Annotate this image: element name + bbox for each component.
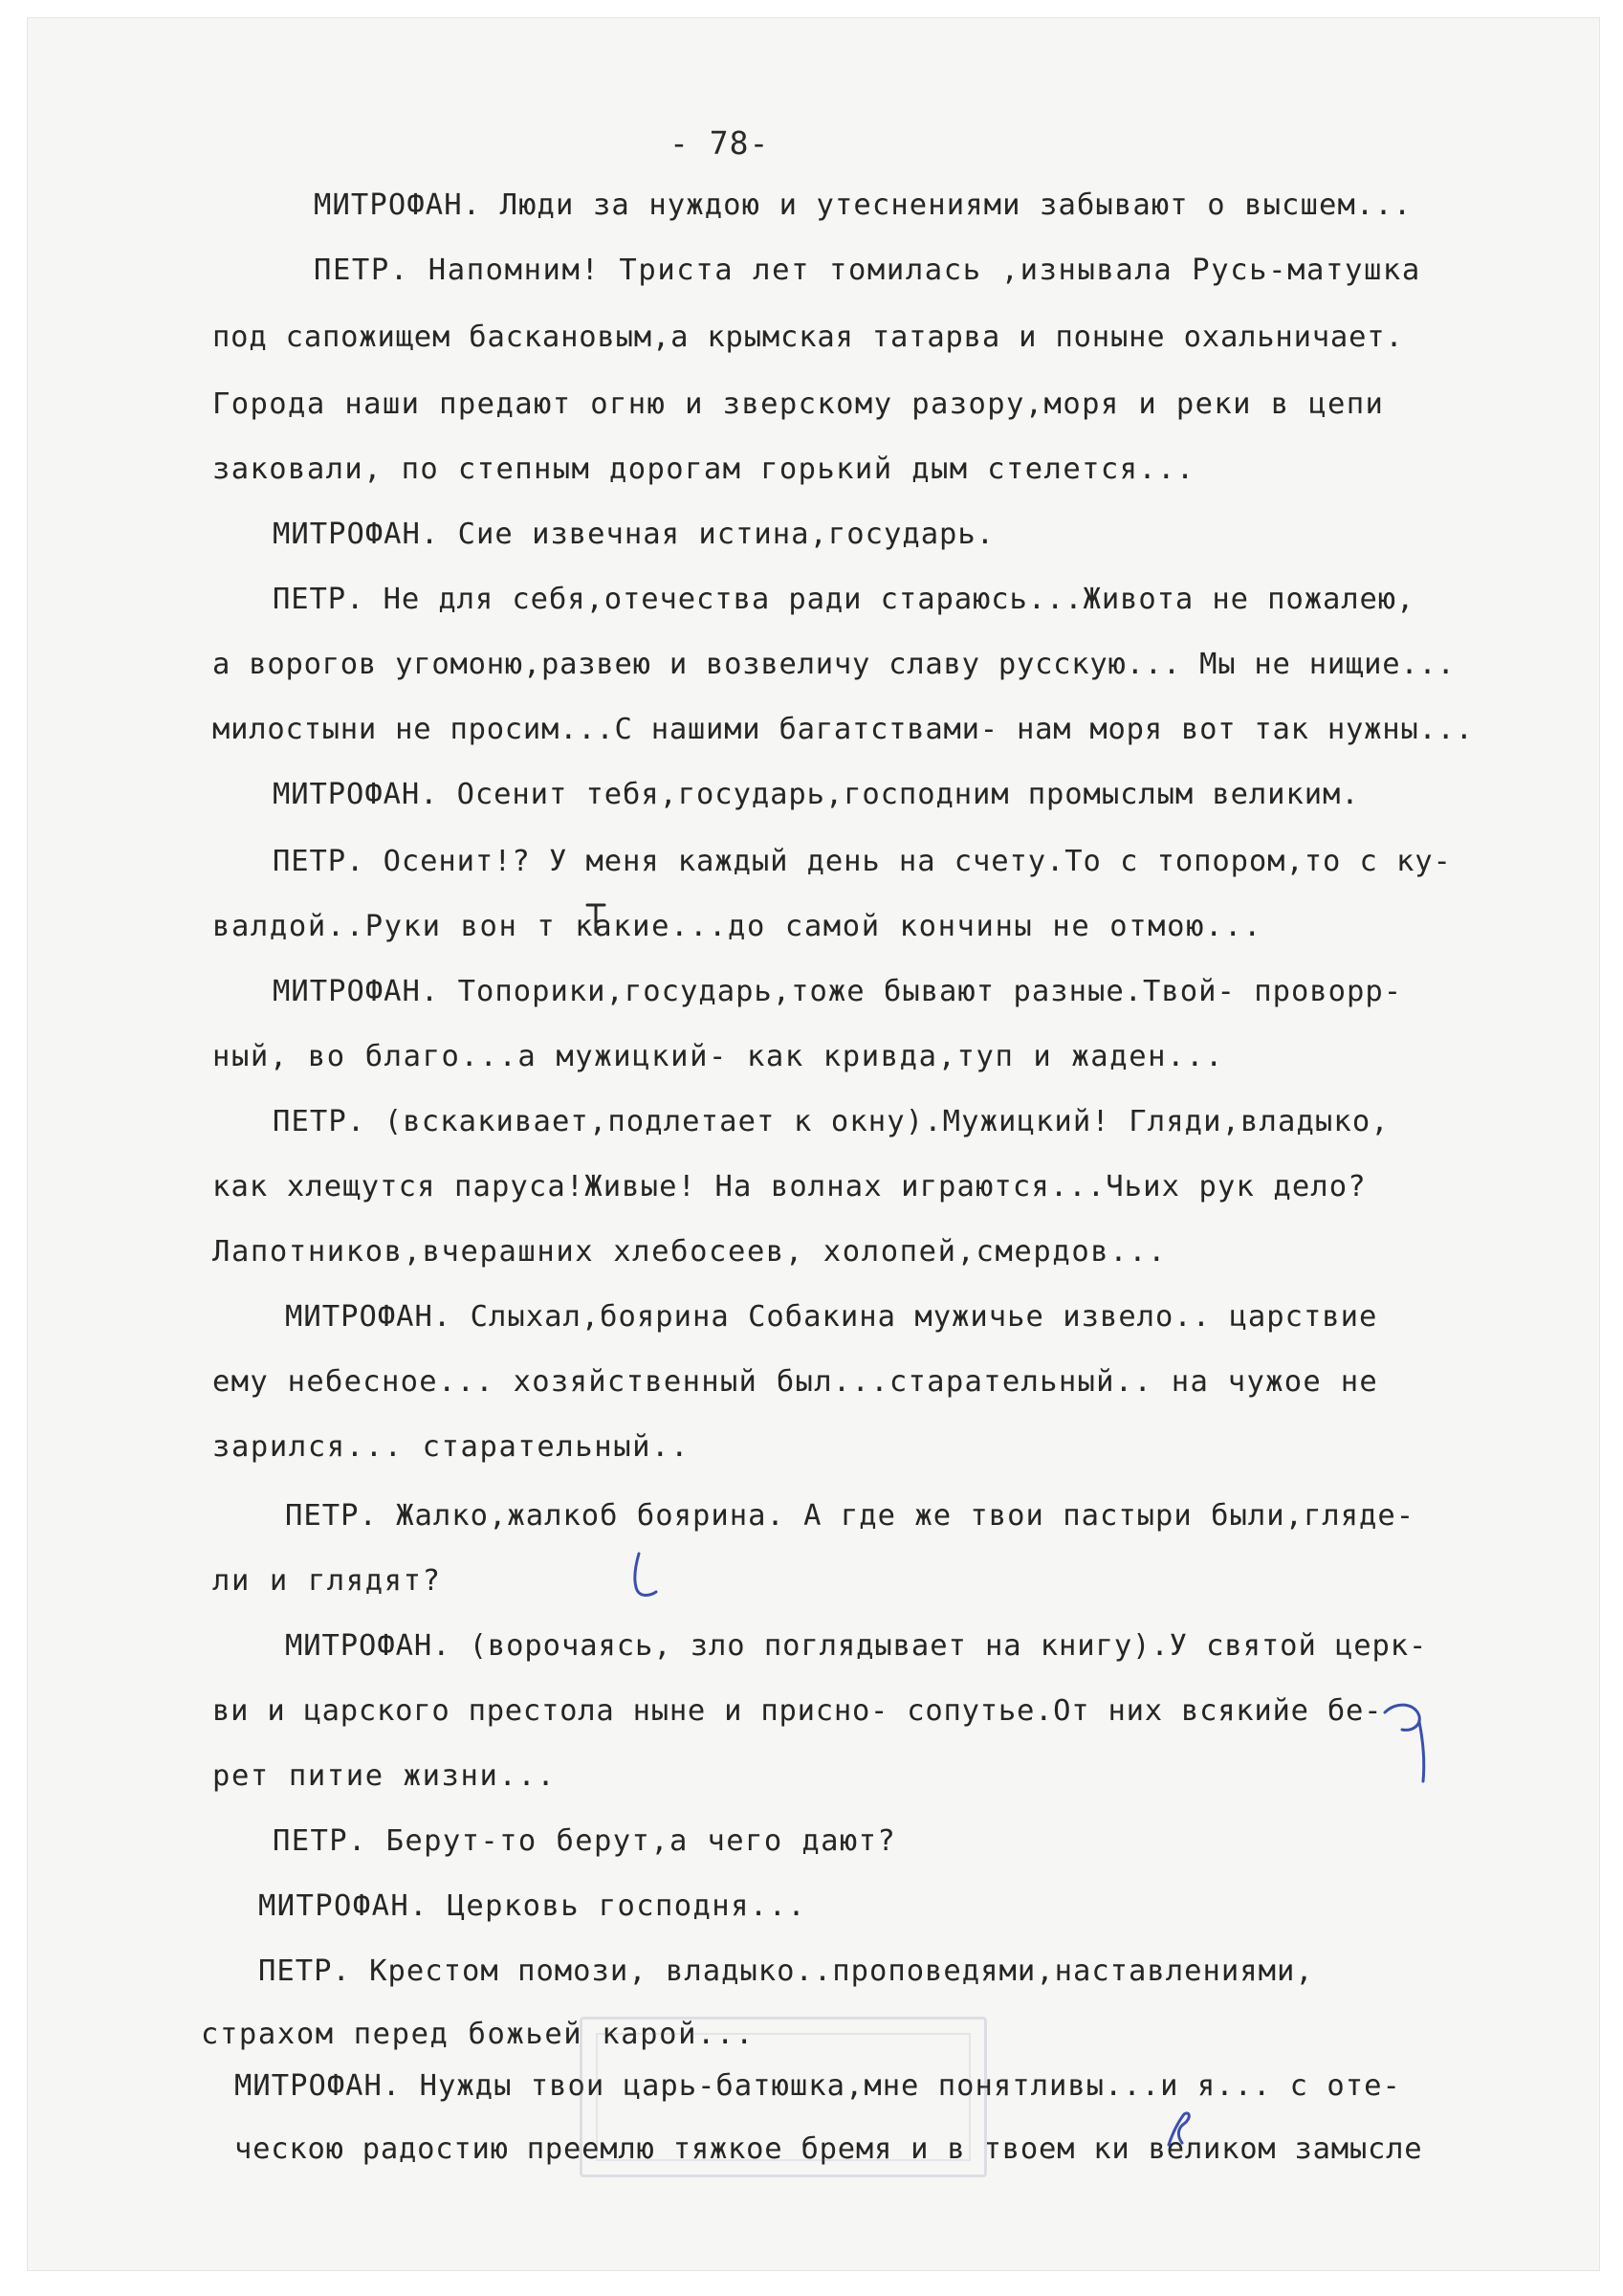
text-line: МИТРОФАН. Церковь господня... — [258, 1889, 807, 1923]
text-line: МИТРОФАН. Слыхал,боярина Собакина мужичье извело.. царствие — [285, 1300, 1378, 1334]
text-line: МИТРОФАН. Осенит тебя,государь,господним промыслым великим. — [273, 778, 1360, 811]
text-line: а ворогов угомоню,развею и возвеличу славу русскую... Мы не нищие... — [212, 648, 1456, 681]
text-line: рет питие жизни... — [212, 1759, 557, 1793]
text-line: ПЕТР. Не для себя,отечества ради стараюсь...Живота не пожалею, — [273, 583, 1415, 616]
text-line: ПЕТР. Осенит!? У меня каждый день на счету.То с топором,то с ку- — [273, 845, 1452, 878]
text-line: валдой..Руки вон т какие...до самой кончины не отмою... — [212, 910, 1262, 943]
faint-library-stamp — [580, 2017, 987, 2177]
text-line: ли и глядят? — [212, 1564, 442, 1598]
stamp-inner-border — [596, 2033, 971, 2161]
text-line: Лапотников,вчерашних хлебосеев, холопей,смердов... — [212, 1235, 1168, 1269]
pen-correction-mark — [618, 1548, 675, 1605]
text-line: милостыни не просим...С нашими багатствами- нам моря вот так нужны... — [212, 713, 1474, 746]
pen-correction-mark — [581, 899, 610, 938]
text-line: МИТРОФАН. (ворочаясь, зло поглядывает на книгу).У святой церк- — [285, 1629, 1428, 1663]
pen-correction-mark — [1377, 1693, 1444, 1789]
text-line: МИТРОФАН. Люди за нуждою и утеснениями забывают о высшем... — [314, 188, 1413, 222]
text-line: ПЕТР. Жалко,жалкоб боярина. А где же твои пастыри были,гляде- — [285, 1499, 1415, 1533]
text-line: МИТРОФАН. Топорики,государь,тоже бывают разные.Твой- проворр- — [273, 975, 1403, 1008]
text-line: под сапожищем баскановым,а крымская татарва и поныне охальничает. — [212, 320, 1404, 354]
text-line: ПЕТР. Напомним! Триста лет томилась ,изнывала Русь-матушка — [314, 254, 1421, 287]
text-line: ческою радостию преемлю тяжкое бремя и в твоем ки великом замысле — [234, 2132, 1423, 2166]
text-line: ПЕТР. Берут-то берут,а чего дают? — [273, 1824, 897, 1858]
text-line: ви и царского престола ныне и присно- сопутье.От них всякийе бе- — [212, 1694, 1383, 1728]
text-line: МИТРОФАН. Сие извечная истина,государь. — [273, 518, 996, 551]
text-line: ПЕТР. (вскакивает,подлетает к окну).Мужицкий! Гляди,владыко, — [273, 1105, 1390, 1138]
page-number: - 78- — [669, 124, 770, 162]
text-line: ный, во благо...а мужицкий- как кривда,туп и жаден... — [212, 1040, 1225, 1073]
pen-correction-mark — [1155, 2107, 1203, 2154]
text-line: заковали, по степным дорогам горький дым стелется... — [212, 453, 1195, 486]
text-line: как хлещутся паруса!Живые! На волнах играются...Чьих рук дело? — [212, 1170, 1367, 1203]
text-line: Города наши предают огню и зверскому разору,моря и реки в цепи — [212, 387, 1385, 421]
text-line: страхом перед божьей карой... — [201, 2018, 755, 2051]
text-line: зарился... старательный.. — [212, 1430, 691, 1464]
text-line: МИТРОФАН. Нужды твои царь-батюшка,мне понятливы...и я... с оте- — [234, 2069, 1401, 2103]
text-line: ПЕТР. Крестом помози, владыко..проповедями,наставлениями, — [258, 1954, 1314, 1988]
text-line: ему небесное... хозяйственный был...старательный.. на чужое не — [212, 1365, 1379, 1399]
typewritten-page — [27, 17, 1600, 2271]
